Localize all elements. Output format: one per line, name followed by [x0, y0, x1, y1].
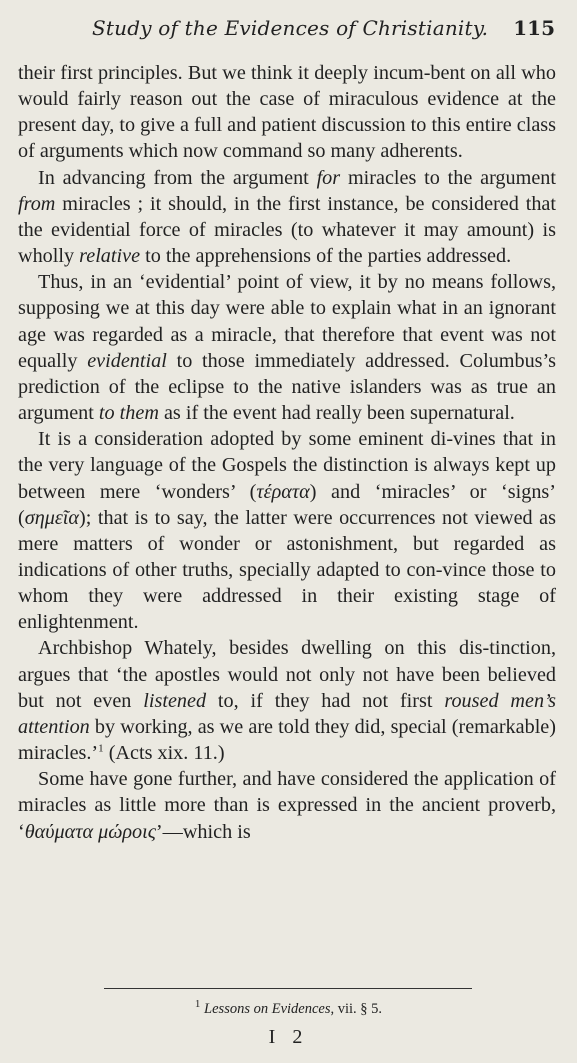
text-run: (Acts xix. 11.) [103, 742, 225, 765]
text-run: Some have gone further, and have considered the application of miracles as little more than is expressed in the ancient proverb, ‘ [18, 768, 556, 843]
paragraph [18, 426, 556, 635]
paragraph [18, 60, 556, 165]
italic-text: σημεῖα [24, 506, 79, 529]
text-run: Thus, in an ‘evidential’ point of view, it by no means follows, supposing we at this day were able to explain what in an ignorant age was regarded as a miracle, that therefore that event was not equally [18, 271, 556, 372]
running-title: Study of the Evidences of Christianity. [92, 16, 489, 40]
text-run: as if the event had really been supernatural. [158, 402, 515, 425]
text-run: miracles to the argument [340, 166, 556, 189]
text-run: by working, as we are told they did, special (remarkable) miracles.’ [18, 715, 556, 765]
footnote-source-title: Lessons on Evidences [204, 1001, 331, 1017]
paragraph [18, 269, 556, 426]
body-text [18, 60, 556, 845]
text-run: their first principles. But we think it deeply incum-bent on all who would fairly reason out the case of miraculous evidence at the present day, to give a full and patient discussion to this entire class of arguments which now command so many adherents. [18, 62, 556, 163]
paragraph [18, 635, 556, 766]
italic-text: relative [79, 245, 141, 268]
text-run: In advancing from the argument [38, 166, 317, 189]
italic-text: θαύματα μώροις [24, 820, 156, 843]
paragraph [18, 165, 556, 270]
signature-mark: I 2 [268, 1026, 309, 1048]
text-run: miracles ; it should, in the first instance, be considered that the evidential force of miracles (to whatever it may amount) is wholly [18, 192, 556, 268]
paragraph [18, 766, 556, 844]
italic-text: to them [98, 402, 159, 425]
italic-text: from [18, 192, 56, 215]
text-run: ) and ‘miracles’ or ‘signs’ ( [18, 480, 557, 529]
italic-text: for [316, 166, 341, 189]
footnote-marker: 1 [194, 998, 201, 1011]
text-run: to those immediately addressed. Columbus’s prediction of the eclipse to the native islanders was as true an argument [18, 349, 557, 425]
text-run: ’—which is [155, 820, 251, 843]
page-number: 115 [513, 16, 555, 40]
footnote-rule [104, 988, 472, 989]
italic-text: evidential [87, 349, 167, 372]
text-run: Archbishop Whately, besides dwelling on this dis-tinction, argues that ‘the apostles would not only not have been believed but not even [18, 637, 556, 712]
text-run: to, if they had not first [206, 689, 445, 712]
footnote-locator: , vii. § 5. [330, 1001, 383, 1017]
italic-text: τέρατα [256, 480, 310, 503]
italic-text: listened [143, 689, 207, 712]
text-run: to the apprehensions of the parties addressed. [140, 245, 512, 268]
footnote [0, 998, 577, 1018]
text-run: It is a consideration adopted by some eminent di-vines that in the very language of the Gospels the distinction is always kept up between mere ‘wonders’ ( [18, 428, 556, 503]
text-run: ); that is to say, the latter were occurrences not viewed as mere matters of wonder or astonishment, but regarded as indications of other truths, specially adapted to con-vince those to whom they were addressed in their existing stage of enlightenment. [18, 506, 556, 634]
italic-text: roused men’s attention [18, 689, 557, 738]
running-header [0, 14, 577, 46]
footnote-reference: 1 [98, 742, 104, 755]
